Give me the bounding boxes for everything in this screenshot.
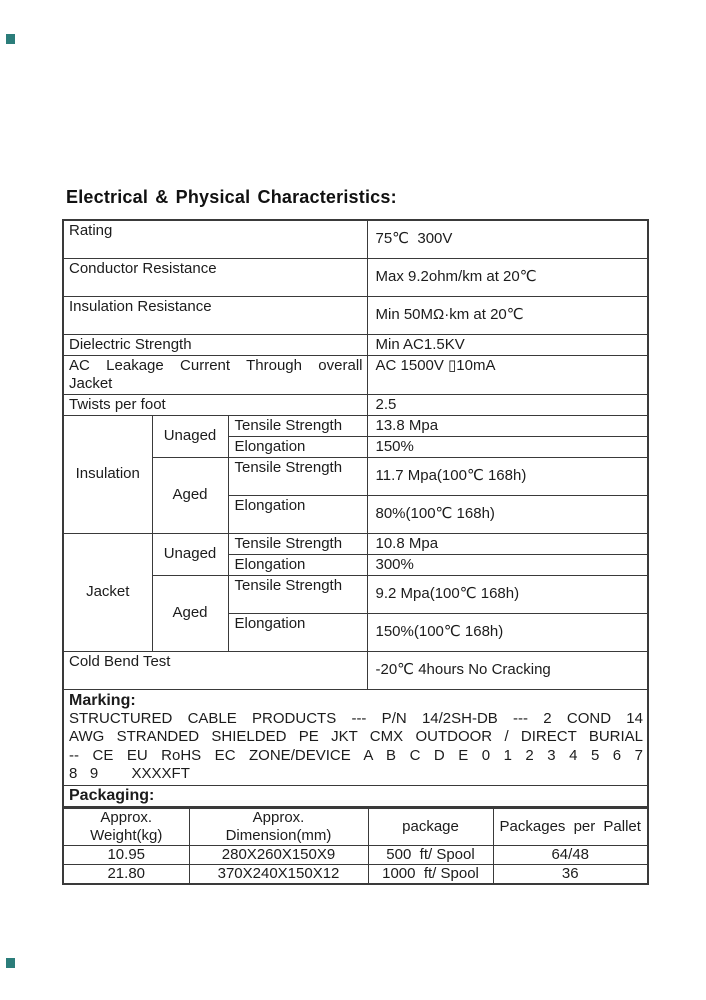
packaging-col-dimension-line1: Approx. — [252, 808, 305, 826]
table-row — [63, 258, 648, 296]
packaging-dimension-2: 370X240X150X12 — [189, 864, 368, 884]
insulation-resistance-label: Insulation Resistance — [63, 296, 367, 334]
insulation-aged-elongation-value: 80%(100℃ 168h) — [367, 495, 648, 533]
insulation-unaged-elongation-value: 150% — [367, 436, 648, 457]
packaging-weight-2: 21.80 — [63, 864, 189, 884]
packaging-col-package-line1: package — [402, 817, 459, 835]
packaging-col-dimension — [189, 808, 368, 846]
jacket-aged-elongation-label: Elongation — [228, 613, 367, 651]
packaging-col-pallet — [493, 808, 648, 846]
packaging-row-1 — [63, 845, 648, 864]
jacket-aged-label: Aged — [152, 575, 228, 651]
marking-line-2: AWG STRANDED SHIELDED PE JKT CMX OUTDOOR / DIRECT BURIAL — [69, 728, 643, 745]
marking-heading: Marking: — [69, 691, 136, 709]
packaging-col-weight-line1: Approx. — [100, 808, 153, 826]
marking-cell — [63, 689, 648, 785]
table-row — [63, 394, 648, 415]
packaging-pallet-2: 36 — [493, 864, 648, 884]
corner-mark-top — [6, 34, 15, 44]
jacket-unaged-label: Unaged — [152, 533, 228, 575]
packaging-package-1: 500 ft/ Spool — [368, 845, 493, 864]
insulation-resistance-value: Min 50MΩ·km at 20℃ — [367, 296, 648, 334]
packaging-header-row — [63, 808, 648, 846]
packaging-col-pallet-line1: Packages per Pallet — [499, 817, 641, 835]
packaging-col-dimension-line2: Dimension(mm) — [225, 826, 332, 844]
packaging-heading-row — [63, 785, 648, 807]
conductor-resistance-value: Max 9.2ohm/km at 20℃ — [367, 258, 648, 296]
ac-leakage-value: AC 1500V ▯10mA — [367, 355, 648, 394]
cold-bend-test-value: -20℃ 4hours No Cracking — [367, 651, 648, 689]
packaging-col-weight-line2: Weight(kg) — [90, 826, 163, 844]
jacket-aged-tensile-label: Tensile Strength — [228, 575, 367, 613]
insulation-aged-tensile-value: 11.7 Mpa(100℃ 168h) — [367, 457, 648, 495]
table-row — [63, 334, 648, 355]
marking-line-3: -- CE EU RoHS EC ZONE/DEVICE A B C D E 0 1 2 3 4 5 6 7 — [69, 746, 643, 764]
insulation-aged-tensile-label: Tensile Strength — [228, 457, 367, 495]
insulation-aged-elongation-label: Elongation — [228, 495, 367, 533]
dielectric-strength-value: Min AC1.5KV — [367, 334, 648, 355]
marking-section — [63, 689, 648, 785]
page-title: Electrical & Physical Characteristics: — [66, 187, 397, 207]
twists-per-foot-value: 2.5 — [367, 394, 648, 415]
table-row — [63, 220, 648, 258]
packaging-col-weight — [63, 808, 189, 846]
cold-bend-test-label: Cold Bend Test — [63, 651, 367, 689]
ac-leakage-label — [63, 355, 367, 394]
packaging-row-2 — [63, 864, 648, 884]
characteristics-table — [62, 219, 649, 808]
packaging-heading: Packaging: — [63, 785, 648, 807]
table-row — [63, 415, 648, 436]
packaging-package-2: 1000 ft/ Spool — [368, 864, 493, 884]
insulation-group-label: Insulation — [63, 415, 152, 533]
table-row — [63, 296, 648, 334]
packaging-col-package — [368, 808, 493, 846]
marking-text — [69, 710, 643, 784]
jacket-unaged-elongation-label: Elongation — [228, 554, 367, 575]
jacket-unaged-tensile-label: Tensile Strength — [228, 533, 367, 554]
conductor-resistance-label: Conductor Resistance — [63, 258, 367, 296]
jacket-aged-tensile-value: 9.2 Mpa(100℃ 168h) — [367, 575, 648, 613]
insulation-unaged-tensile-label: Tensile Strength — [228, 415, 367, 436]
table-row — [63, 651, 648, 689]
insulation-unaged-tensile-value: 13.8 Mpa — [367, 415, 648, 436]
rating-value: 75℃ 300V — [367, 220, 648, 258]
ac-leakage-label-line2: Jacket — [69, 374, 113, 392]
packaging-pallet-1: 64/48 — [493, 845, 648, 864]
ac-leakage-label-line1: AC Leakage Current Through overall — [69, 356, 363, 374]
jacket-unaged-elongation-value: 300% — [367, 554, 648, 575]
twists-per-foot-label: Twists per foot — [63, 394, 367, 415]
tables-wrap — [62, 219, 649, 885]
jacket-group-label: Jacket — [63, 533, 152, 651]
insulation-aged-label: Aged — [152, 457, 228, 533]
packaging-table — [62, 807, 649, 885]
insulation-unaged-elongation-label: Elongation — [228, 436, 367, 457]
corner-mark-bottom — [6, 958, 15, 968]
marking-line-1: STRUCTURED CABLE PRODUCTS --- P/N 14/2SH-DB --- 2 COND 14 — [69, 709, 643, 727]
insulation-unaged-label: Unaged — [152, 415, 228, 457]
dielectric-strength-label: Dielectric Strength — [63, 334, 367, 355]
packaging-weight-1: 10.95 — [63, 845, 189, 864]
table-row — [63, 533, 648, 554]
jacket-unaged-tensile-value: 10.8 Mpa — [367, 533, 648, 554]
marking-line-4: 8 9 XXXXFT — [69, 765, 190, 782]
table-row — [63, 355, 648, 394]
packaging-dimension-1: 280X260X150X9 — [189, 845, 368, 864]
rating-label: Rating — [63, 220, 367, 258]
jacket-aged-elongation-value: 150%(100℃ 168h) — [367, 613, 648, 651]
